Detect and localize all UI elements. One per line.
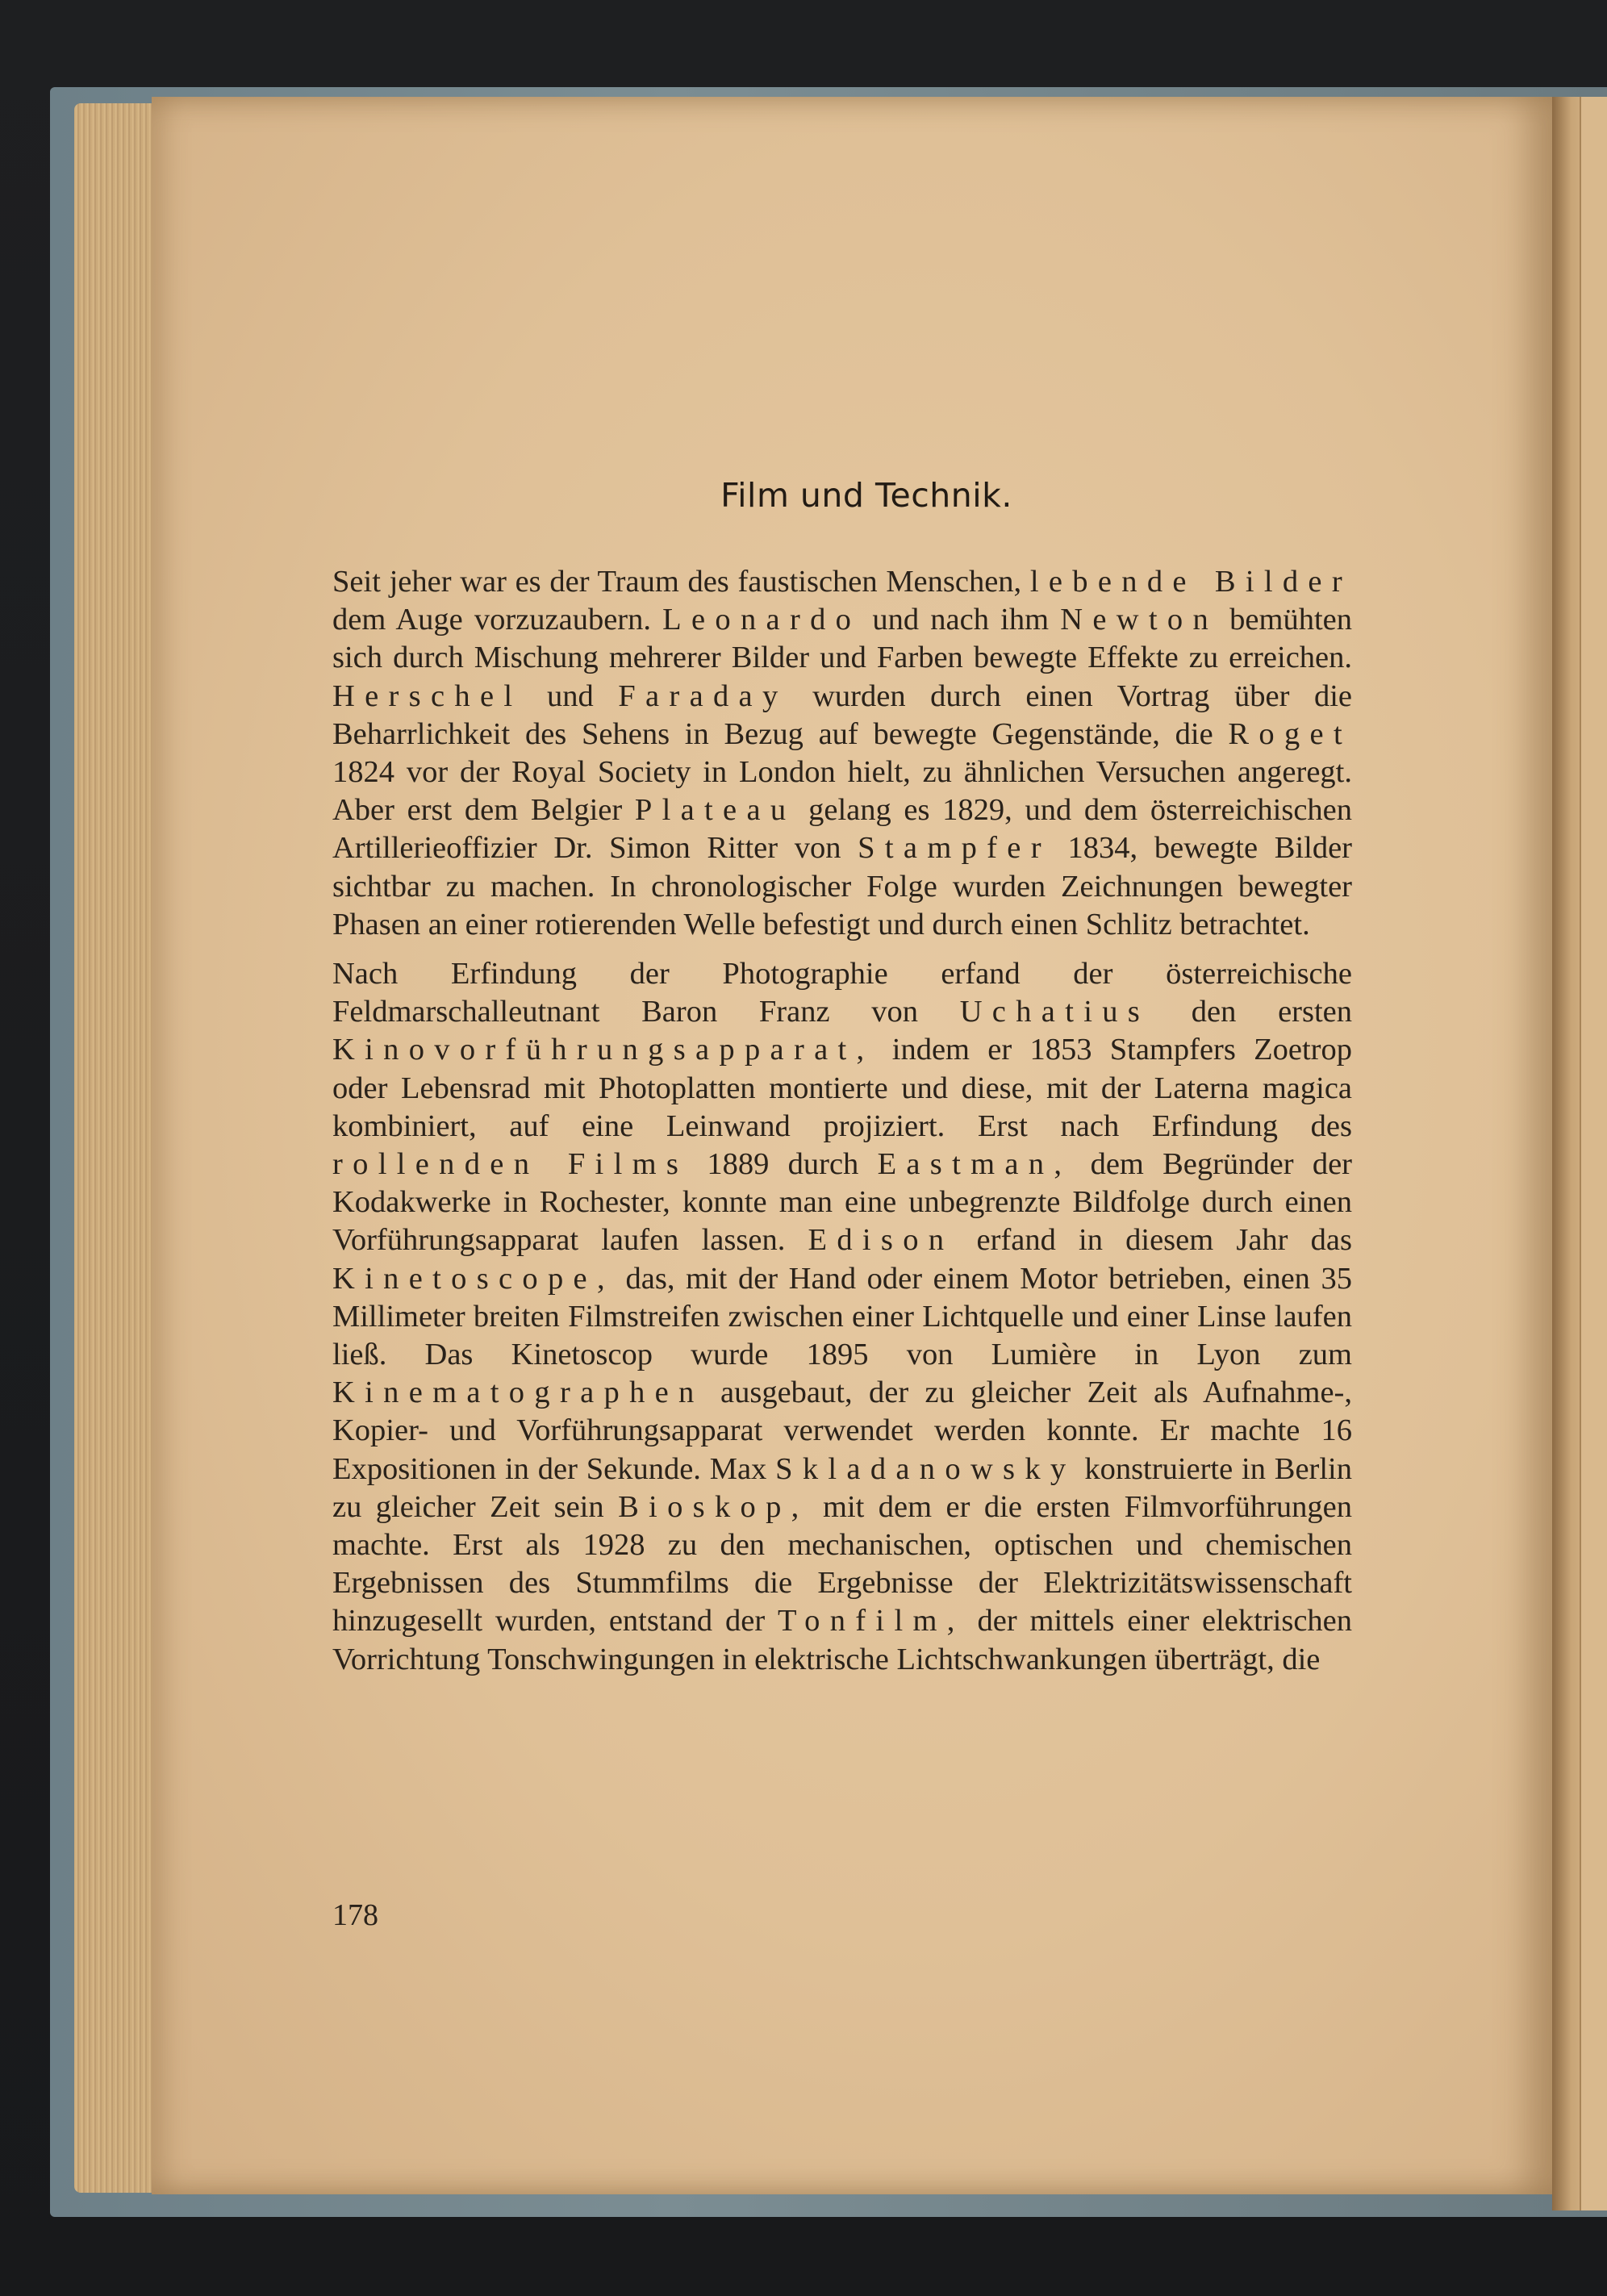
emphasized-name: Tonfilm, bbox=[778, 1604, 965, 1639]
text-run: bemühten sich durch Mischung mehrerer Bilder und Farben bewegte Effekte zu erreichen. bbox=[332, 603, 1352, 675]
text-run: den ersten bbox=[1150, 995, 1353, 1029]
text-run: mit dem er die ersten Filmvorführungen machte. Erst als 1928 zu den mechanischen, optischen und chemischen Ergebnissen des Stummfilms die Ergebnisse der Elektrizitätswissenschaft hinzugesellt wurden, entstand der bbox=[332, 1489, 1352, 1639]
text-run: dem Begründer der Kodakwerke in Rochester, konnte man eine unbegrenzte Bildfolge durch einen Vorführungsapparat laufen lassen. bbox=[332, 1147, 1352, 1258]
emphasized-name: lebende Bilder bbox=[1029, 565, 1352, 599]
emphasized-name: Uchatius bbox=[959, 995, 1150, 1029]
emphasized-name: Skladanowsky bbox=[775, 1451, 1076, 1486]
text-run: der mittels einer elektrischen Vorrichtung Tonschwingungen in elektrische Lichtschwankungen überträgt, die bbox=[332, 1604, 1352, 1676]
text-run: 1889 durch bbox=[688, 1147, 878, 1182]
text-run: und nach ihm bbox=[861, 603, 1061, 637]
emphasized-name: Kinovorführungsapparat, bbox=[332, 1033, 874, 1067]
emphasized-name: Leonardo bbox=[662, 603, 862, 637]
text-run: und bbox=[522, 678, 619, 713]
paragraph bbox=[332, 955, 1352, 1679]
emphasized-name: Stampfer bbox=[858, 831, 1051, 866]
page-content bbox=[332, 476, 1352, 1679]
text-run: indem er 1853 Stampfers Zoetrop oder Lebensrad mit Photoplatten montierte und diese, mit der Laterna magica kombiniert, auf eine Leinwand projiziert. Erst nach Erfindung des bbox=[332, 1033, 1352, 1143]
emphasized-name: Plateau bbox=[634, 793, 796, 828]
emphasized-name: Faraday bbox=[618, 678, 788, 713]
next-page-edge bbox=[1580, 97, 1607, 2210]
emphasized-name: Newton bbox=[1060, 603, 1219, 637]
chapter-title: Film und Technik. bbox=[720, 476, 1012, 515]
emphasized-name: Bioskop, bbox=[618, 1489, 809, 1524]
page-number: 178 bbox=[332, 1898, 378, 1932]
text-run: ausgebaut, der zu gleicher Zeit als Aufnahme-, Kopier- und Vorführungsapparat verwendet werden konnte. Er machte 16 Expositionen in der Sekunde. Max bbox=[332, 1376, 1352, 1486]
emphasized-name: rollenden Films bbox=[332, 1147, 689, 1182]
emphasized-name: Kinetoscope, bbox=[332, 1261, 615, 1296]
text-run: Seit jeher war es der Traum des faustischen Menschen, bbox=[332, 565, 1030, 599]
text-run: dem Auge vorzuzaubern. bbox=[332, 603, 663, 637]
text-run: das, mit der Hand oder einem Motor betrieben, einen 35 Millimeter breiten Filmstreifen zwischen einer Lichtquelle und einer Linse laufen ließ. Das Kinetoscop wurde 1895 von Lumière in Lyon zum bbox=[332, 1261, 1352, 1372]
text-run: gelang es 1829, und dem österreichischen Artillerieoffizier Dr. Simon Ritter von bbox=[332, 793, 1352, 866]
text-run: erfand in diesem Jahr das bbox=[954, 1223, 1352, 1258]
text-run: Nach Erfindung der Photographie erfand der österreichische Feldmarschalleutnant Baron Franz von bbox=[332, 957, 1352, 1029]
text-run: konstruierte in Berlin zu gleicher Zeit sein bbox=[332, 1451, 1352, 1524]
text-run: wurden durch einen Vortrag über die Beharrlichkeit des Sehens in Bezug auf bewegte Gegenstände, die bbox=[332, 678, 1353, 751]
emphasized-name: Eastman, bbox=[877, 1147, 1072, 1182]
paragraph bbox=[332, 563, 1352, 944]
emphasized-name: Kinematographen bbox=[332, 1376, 704, 1410]
text-run: 1824 vor der Royal Society in London hielt, zu ähnlichen Versuchen angeregt. Aber erst dem Belgier bbox=[332, 755, 1352, 828]
text-run: 1834, bewegte Bilder sichtbar zu machen. In chronologischer Folge wurden Zeichnungen bewegter Phasen an einer rotierenden Welle befestigt und durch einen Schlitz betrachtet. bbox=[332, 831, 1352, 941]
emphasized-name: Edison bbox=[808, 1223, 954, 1258]
emphasized-name: Herschel bbox=[332, 678, 523, 713]
emphasized-name: Roget bbox=[1228, 716, 1352, 751]
